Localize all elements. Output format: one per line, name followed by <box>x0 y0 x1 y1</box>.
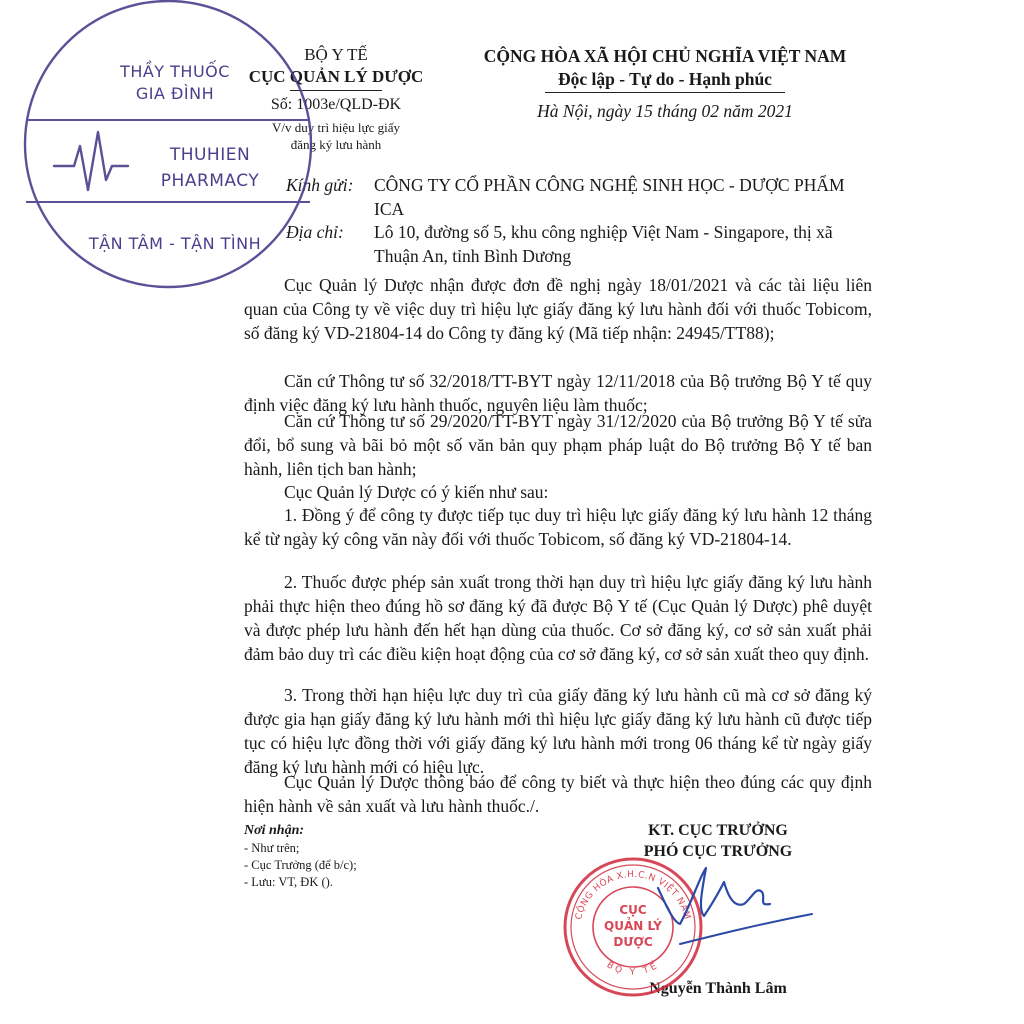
paragraph-closing: Cục Quản lý Dược thông báo để công ty biết và thực hiện theo đúng các quy định hiện hành về sản xuất và lưu hành thuốc./. <box>244 772 872 816</box>
watermark-brand-1: THUHIEN <box>169 145 251 165</box>
motto-underline <box>545 92 785 93</box>
stamp-center-3: DƯỢC <box>613 935 653 949</box>
watermark-line-2: GIA ĐÌNH <box>135 84 215 103</box>
watermark-line-1: THẦY THUỐC <box>120 62 230 81</box>
watermark-brand-2: PHARMACY <box>160 171 260 191</box>
stamp-ring-text: CỘNG HÒA X.H.C.N VIỆT NAM <box>574 869 692 921</box>
recipient-item: - Lưu: VT, ĐK (). <box>244 875 333 889</box>
subject-line-2: đăng ký lưu hành <box>290 137 382 152</box>
document-date: Hà Nội, ngày 15 tháng 02 năm 2021 <box>537 101 793 121</box>
signature-title-2: PHÓ CỤC TRƯỞNG <box>643 843 793 860</box>
paragraph-basis-1: Căn cứ Thông tư số 32/2018/TT-BYT ngày 12/11/2018 của Bộ trưởng Bộ Y tế quy định việc đăng ký lưu hành thuốc, nguyên liệu làm thuốc; <box>244 371 872 415</box>
recipients-title: Nơi nhận: <box>244 823 305 838</box>
paragraph-item-2: 2. Thuốc được phép sản xuất trong thời hạn duy trì hiệu lực giấy đăng ký lưu hành phải thực hiện theo đúng hồ sơ đăng ký đã được Bộ Y tế (Cục Quản lý Dược) phê duyệt và được phép lưu hành đến hết hạn dùng của thuốc. Cơ sở đăng ký, cơ sở sản xuất phải đảm bảo duy trì các điều kiện hoạt động của cơ sở đăng ký, cơ sở sản xuất theo quy định. <box>244 572 872 664</box>
recipient-item: - Cục Trưởng (để b/c); <box>244 858 357 872</box>
ministry-name: BỘ Y TẾ <box>304 45 368 64</box>
recipients-list <box>244 822 484 891</box>
document-number: Số: 1003e/QLD-ĐK <box>270 96 402 113</box>
heartbeat-icon <box>54 132 128 190</box>
stamp-center-2: QUẢN LÝ <box>604 919 662 933</box>
signer-name: Nguyễn Thành Lâm <box>649 980 787 997</box>
department-name: CỤC QUẢN LÝ DƯỢC <box>248 67 424 86</box>
subject-line-1: V/v duy trì hiệu lực giấy <box>272 120 400 135</box>
motto: Độc lập - Tự do - Hạnh phúc <box>558 69 772 89</box>
recipient-item: - Như trên; <box>244 841 300 855</box>
recipient-label: Kính gửi: <box>286 175 354 195</box>
address-label: Địa chỉ: <box>286 222 344 242</box>
watermark-slogan: TẬN TÂM - TẬN TÌNH <box>88 234 262 253</box>
stamp-bottom-text: BỘ Y TẾ <box>604 960 662 978</box>
paragraph-item-3: 3. Trong thời hạn hiệu lực duy trì của giấy đăng ký lưu hành cũ mà cơ sở đăng ký được gia hạn giấy đăng ký lưu hành mới thì hiệu lực giấy đăng ký lưu hành cũ được tiếp tục có hiệu lực đồng thời với giấy đăng ký lưu hành mới trong 06 tháng kể từ ngày giấy đăng ký lưu hành mới có hiệu lực. <box>244 685 872 777</box>
recipient-address: Lô 10, đường số 5, khu công nghiệp Việt Nam - Singapore, thị xã Thuận An, tỉnh Bình Dương <box>374 222 833 266</box>
stamp-center-1: CỤC <box>619 903 647 917</box>
signature-title-1: KT. CỤC TRƯỞNG <box>648 822 788 839</box>
recipient-name: CÔNG TY CỔ PHẦN CÔNG NGHỆ SINH HỌC - DƯỢC PHẨM ICA <box>374 175 845 219</box>
paragraph-intro: Cục Quản lý Dược nhận được đơn đề nghị ngày 18/01/2021 và các tài liệu liên quan của Công ty về việc duy trì hiệu lực giấy đăng ký lưu hành đối với thuốc Tobicom, số đăng ký VD-21804-14 do Công ty đăng ký (Mã tiếp nhận: 24945/TT88); <box>244 275 872 343</box>
paragraph-basis-2: Căn cứ Thông tư số 29/2020/TT-BYT ngày 31/12/2020 của Bộ trưởng Bộ Y tế sửa đổi, bổ sung và bãi bỏ một số văn bản quy phạm pháp luật do Bộ trưởng Bộ Y tế ban hành, liên tịch ban hành; <box>244 411 872 479</box>
handwritten-signature <box>640 850 820 960</box>
country-name: CỘNG HÒA XÃ HỘI CHỦ NGHĨA VIỆT NAM <box>483 46 847 66</box>
paragraph-item-1: 1. Đồng ý để công ty được tiếp tục duy trì hiệu lực giấy đăng ký lưu hành 12 tháng kể từ ngày ký công văn này đối với thuốc Tobicom, số đăng ký VD-21804-14. <box>244 505 872 549</box>
paragraph-opinion: Cục Quản lý Dược có ý kiến như sau: <box>284 482 549 502</box>
header-right <box>460 44 870 123</box>
